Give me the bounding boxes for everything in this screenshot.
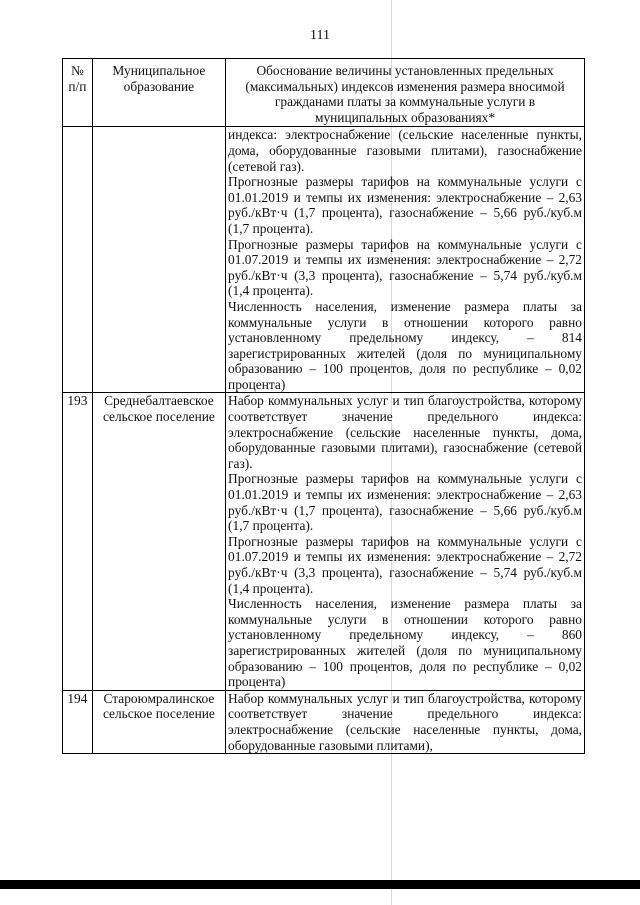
row-rationale bbox=[226, 690, 585, 753]
row-municipality bbox=[92, 127, 225, 393]
table-row bbox=[63, 393, 585, 690]
rationale-paragraph: Численность населения, изменение размера платы за коммунальные услуги в отношении которого равно установленному предельному индексу, – 860 зарегистрированных жителей (доля по муниципальному образованию – 100 процентов, доля по республике – 0,02 процента) bbox=[228, 596, 582, 690]
rationale-paragraph: Прогнозные размеры тарифов на коммунальные услуги с 01.01.2019 и темпы их изменения: электроснабжение – 2,63 руб./кВт·ч (1,7 процента), газоснабжение – 5,66 руб./куб.м (1,7 процента). bbox=[228, 471, 582, 534]
row-municipality: Среднебалтаевское сельское поселение bbox=[92, 393, 225, 690]
rationale-paragraph: индекса: электроснабжение (сельские населенные пункты, дома, оборудованные газовыми плитами), газоснабжение (сетевой газ). bbox=[228, 127, 582, 174]
header-municipality: Муниципальное образование bbox=[92, 59, 225, 127]
row-municipality: Староюмралинское сельское поселение bbox=[92, 690, 225, 753]
row-rationale bbox=[226, 393, 585, 690]
rationale-paragraph: Набор коммунальных услуг и тип благоустройства, которому соответствует значение предельного индекса: электроснабжение (сельские населенные пункты, дома, оборудованные газовыми плитами), bbox=[228, 690, 582, 753]
rationale-paragraph: Прогнозные размеры тарифов на коммунальные услуги с 01.07.2019 и темпы их изменения: электроснабжение – 2,72 руб./кВт·ч (3,3 процента), газоснабжение – 5,74 руб./куб.м (1,4 процента). bbox=[228, 236, 582, 299]
row-number: 194 bbox=[63, 690, 93, 753]
header-number: № п/п bbox=[63, 59, 93, 127]
table-row bbox=[63, 127, 585, 393]
rationale-paragraph: Прогнозные размеры тарифов на коммунальные услуги с 01.01.2019 и темпы их изменения: электроснабжение – 2,63 руб./кВт·ч (1,7 процента), газоснабжение – 5,66 руб./куб.м (1,7 процента). bbox=[228, 174, 582, 236]
page-number: 111 bbox=[310, 28, 330, 43]
rationale-paragraph: Численность населения, изменение размера платы за коммунальные услуги в отношении которого равно установленному предельному индексу, – 814 зарегистрированных жителей (доля по муниципальному образованию – 100 процентов, доля по республике – 0,02 процента) bbox=[228, 298, 582, 392]
header-rationale: Обоснование величины установленных предельных (максимальных) индексов изменения размера вносимой гражданами платы за коммунальные услуги в муниципальных образованиях* bbox=[226, 59, 585, 127]
table-header-row bbox=[63, 59, 585, 127]
tariff-rationale-table bbox=[62, 58, 585, 754]
scan-bottom-edge bbox=[0, 880, 640, 889]
rationale-paragraph: Набор коммунальных услуг и тип благоустройства, которому соответствует значение предельного индекса: электроснабжение (сельские населенные пункты, дома, оборудованные газовыми плитами), газоснабжение (сетевой газ). bbox=[228, 393, 582, 471]
row-rationale bbox=[226, 127, 585, 393]
table-row bbox=[63, 690, 585, 753]
row-number: 193 bbox=[63, 393, 93, 690]
rationale-paragraph: Прогнозные размеры тарифов на коммунальные услуги с 01.07.2019 и темпы их изменения: электроснабжение – 2,72 руб./кВт·ч (3,3 процента), газоснабжение – 5,74 руб./куб.м (1,4 процента). bbox=[228, 533, 582, 596]
row-number bbox=[63, 127, 93, 393]
